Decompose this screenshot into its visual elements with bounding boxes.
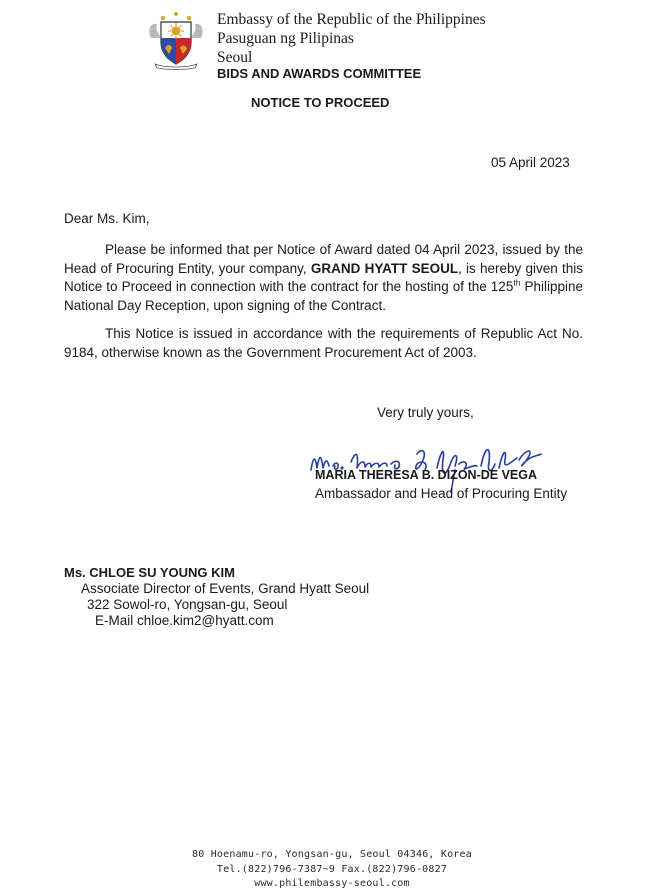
p1-text-a: Please be informed that per Notice of Award dated 04 April 2023, issued by the Head of Procuring Entity, your company, (64, 242, 583, 276)
letter-date: 05 April 2023 (491, 155, 570, 170)
letterhead-city: Seoul (217, 49, 253, 66)
addressee-address: 322 Sowol-ro, Yongsan-gu, Seoul (87, 597, 288, 612)
letterhead-filipino-name: Pasuguan ng Pilipinas (217, 30, 354, 47)
philippine-coat-of-arms-icon (145, 8, 207, 70)
footer-phone: Tel.(822)796-7387~9 Fax.(822)796-0827 (216, 864, 448, 875)
body-paragraph-2 (64, 325, 583, 362)
committee-name: BIDS AND AWARDS COMMITTEE (217, 66, 422, 81)
addressee-position: Associate Director of Events, Grand Hyatt Seoul (81, 581, 370, 596)
signatory-name: MARIA THERESA B. DIZON-DE VEGA (315, 468, 537, 482)
footer-address: 80 Hoenamu-ro, Yongsan-gu, Seoul 04346, Korea (192, 849, 472, 860)
letterhead-embassy-name: Embassy of the Republic of the Philippines (217, 11, 486, 28)
addressee-name: Ms. CHLOE SU YOUNG KIM (64, 565, 235, 580)
signatory-title: Ambassador and Head of Procuring Entity (315, 486, 568, 501)
addressee-email: E-Mail chloe.kim2@hyatt.com (95, 613, 274, 628)
footer-website: www.philembassy-seoul.com (254, 878, 410, 889)
company-name: GRAND HYATT SEOUL (310, 260, 459, 276)
closing: Very truly yours, (377, 405, 474, 420)
salutation: Dear Ms. Kim, (64, 211, 150, 226)
body-paragraph-1 (64, 241, 583, 315)
ordinal-suffix: th (513, 277, 521, 288)
p2-text: This Notice is issued in accordance with the requirements of Republic Act No. 9184, otherwise known as the Government Procurement Act of 2003. (64, 326, 583, 360)
document-title: NOTICE TO PROCEED (251, 95, 390, 110)
p1-text-c: Philippine National Day Reception, upon signing of the Contract. (64, 279, 583, 313)
p1-text-b: , is hereby given this Notice to Proceed in connection with the contract for the hosting of the 125 (64, 260, 583, 295)
